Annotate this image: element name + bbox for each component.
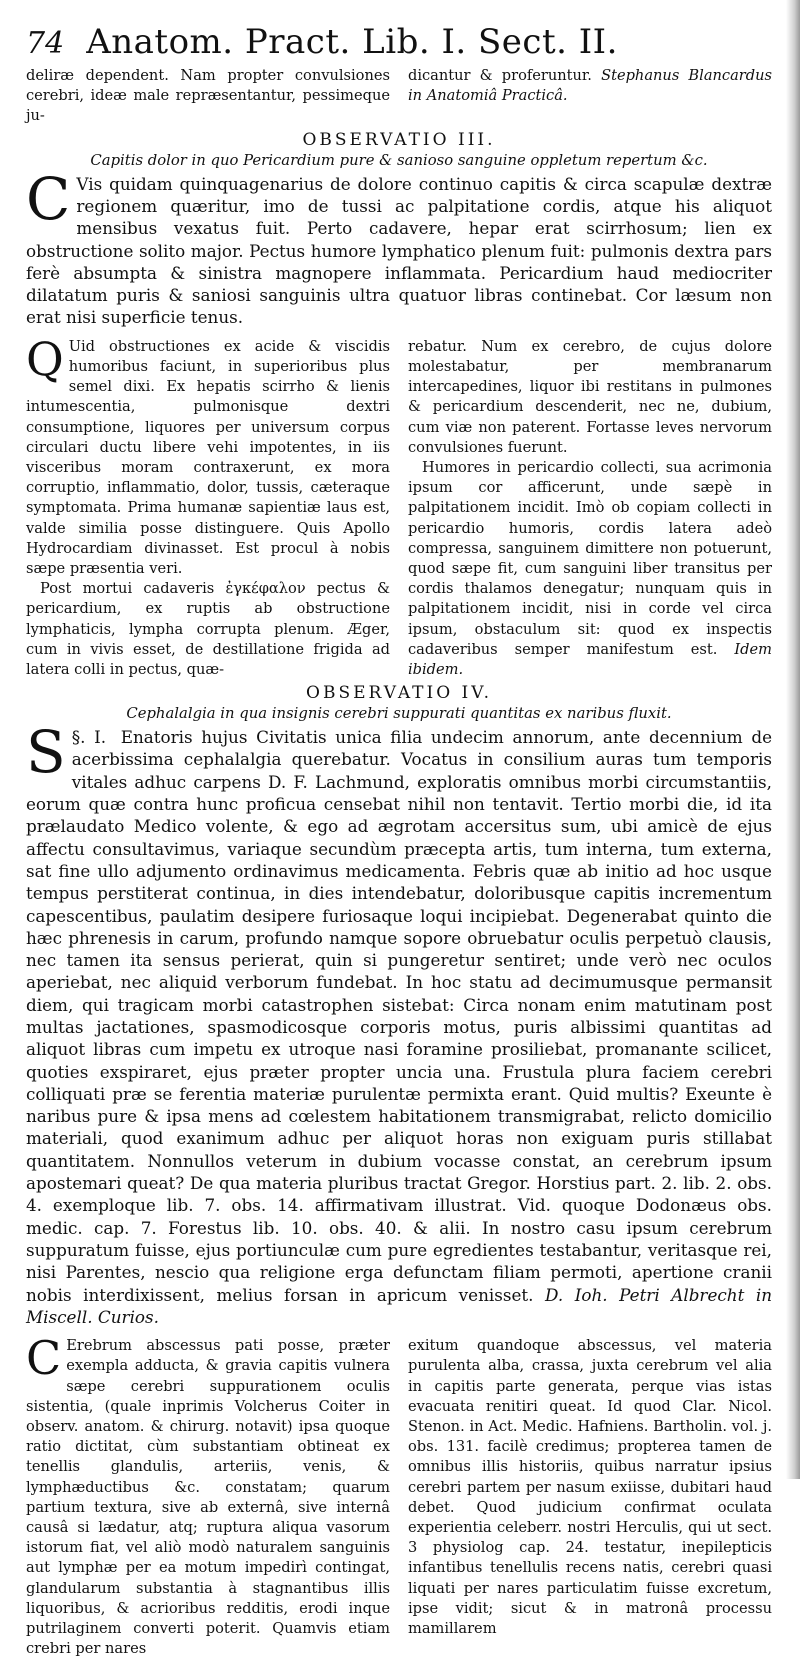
commentary-3-right-text-2: Humores in pericardio collecti, sua acrimonia ipsum cor afficerunt, unde sæpè in palpitationem incidit. Imò ob copiam collecti in pericardio humoris, cordis latera adeò compressa, sanguinem dimittere non potuerunt, quod sæpe fit, cum sanguini liber transitus per cordis thalamos denegatur; nunquam quis in palpitationem incidit, nisi in corde vel circa ipsum, obstaculum sit: quod ex inspectis cadaveribus semper manifestum est.: [408, 458, 772, 658]
observation-4-heading: OBSERVATIO IV.: [306, 683, 492, 704]
commentary-3-right-column: [408, 337, 772, 680]
commentary-4-right-column: [408, 1336, 772, 1659]
top-left-column: [26, 66, 390, 127]
top-continuation: [26, 66, 772, 127]
observation-3-text: Vis quidam quinquagenarius de dolore continuo capitis & circa scapulæ dextræ regionem quæritur, imo de tussi ac palpitatione cordis, atque his aliquot mensibus vexatus fuit. Perto cadavere, hepar erat scirrhosum; lien ex obstructione solito major. Pectus humore lymphatico plenum fuit: pulmonis dextra pars ferè absumpta & sinistra magnopere inflammata. Pericardium haud mediocriter dilatatum puris & saniosi sanguinis ultra quatuor libras continebat. Cor læsum non erat nisi superficie tenus.: [26, 173, 772, 328]
top-right-text: dicantur & proferuntur.: [408, 67, 592, 84]
commentary-3-right-text-1: rebatur. Num ex cerebro, de cujus dolore molestabatur, per membranarum intercapedines, liquor ibi restitans in pulmones & pericardium descenderit, nec ne, dubium, cum viæ non paterent. Fortasse leves nervorum convulsiones fuerunt.: [408, 337, 772, 456]
page-spine-shadow: [786, 0, 800, 1479]
commentary-4-left-paragraph: [26, 1331, 390, 1659]
top-right-signature: Stephanus Blancardus in Anatomiâ Practicâ.: [408, 67, 772, 105]
observation-4-title: Cephalalgia in qua insignis cerebri suppurati quantitas ex naribus fluxit.: [126, 705, 672, 723]
commentary-4-dropcap: C: [26, 1331, 62, 1386]
commentary-3-left-text-1: Uid obstructiones ex acide & viscidis humoribus faciunt, in superioribus plus semel dixi. Ex hepatis scirrho & lienis intumescentia, pulmonisque dextri consumptione, liquores per universum corpus circulari ductu libere vehi impotentes, in iis visceribus moram contraxerunt, ex mora corruptio, inflammatio, dolor, tussis, cæteraque symptomata. Prima humanæ sapientiæ laus est, valde similia posse distinguere. Quis Apollo Hydrocardiam divinasset. Est procul à nobis sæpe præsentia veri.: [26, 337, 390, 577]
page-number: 74: [26, 26, 65, 61]
commentary-3: [26, 331, 773, 680]
observation-4-signature: D. Ioh. Petri Albrecht in Miscell. Curios.: [26, 1284, 773, 1327]
commentary-3-dropcap: Q: [26, 331, 64, 386]
commentary-4: [26, 1331, 772, 1659]
commentary-3-left-text-2: Post mortui cadaveris ἐγκέφαλον pectus & pericardium, ex ruptis ab obstructione lymphaticis, lympha corrupta plenum. Æger, cum in vivis esset, de destillatione frigida ad latera colli in pectus, quæ-: [26, 580, 390, 678]
top-left-text: deliræ dependent. Nam propter convulsiones cerebri, ideæ male repræsentantur, pessimeque ju-: [26, 67, 390, 125]
observation-3-heading: OBSERVATIO III.: [302, 129, 496, 150]
commentary-3-signature: Idem ibidem.: [408, 640, 773, 678]
observation-4-text: Enatoris hujus Civitatis unica filia undecim annorum, ante decennium de acerbissima cephalalgia querebatur. Vocatus in consilium auras tum temporis vitales adhuc carpens D. F. Lachmund, exploratis omnibus morbi circumstantiis, eorum quæ contra hunc proficua censebat nihil non tentavit. Tertio morbi die, id ita prælaudato Medico volente, & ego ad ægrotam accersitus sum, ubi amicè de ejus affectu consultavimus, variaque secundùm præcepta artis, tum interna, tum externa, sat fine ullo adjumento ordinavimus medicamenta. Febris quæ ab initio ad hoc usque tempus perstiterat continua, in dies intendebatur, doloribusque capitis incrementum capescentibus, paulatim desipere furiosaque loqui incipiebat. Degenerabat quinto die hæc phrenesis in carum, profundo namque sopore obruebatur oculis perpetuò clausis, nec tamen ita sensus perierat, quin si pungeretur sentiret; unde verò nec oculos aperiebat, nec aliquid verborum fundebat. In hoc statu ad decimumusque permansit diem, qui tragicam morbi catastrophen sistebat: Circa nonam enim matutinam post multas jactationes, spasmodicosque corporis motus, puris albissimi quantitas ad aliquot libras cum impetu ex utroque nasi foramine prosiliebat, promanante scilicet, quoties exspiraret, ejus præter propter uncia una. Frustula plura faciem cerebri colliquati præ se ferentia materiæ purulentæ permixta erant. Quid multis? Exeunte è naribus pure & ipsa mens ad cœlestem habitationem transmigrabat, relicto domicilio materiali, quod exanimum adhuc per aliquot horas non exiguam puris stillabat quantitatem. Nonnullos veterum in dubium vocasse constat, an cerebrum ipsum apostemari queat? De qua materia pluribus tractat Gregor. Horstius part. 2. lib. 2. obs. 4. exemploque lib. 7. obs. 14. affirmativam illustrat. Vid. quoque Dodonæus obs. medic. cap. 7. Forestus lib. 10. obs. 40. & alii. In nostro casu ipsum cerebrum suppuratum fuisse, ejus portiunculæ cum pure egredientes testabantur, veritasque rei, nisi Parentes, nescio qua religione erga defunctam filiam permoti, apertione cranii nobis interdixissent, melius forsan in apricum venisset.: [26, 727, 772, 1305]
commentary-3-left-paragraph-1: [26, 331, 390, 579]
observation-3-body: [26, 164, 772, 329]
top-right-column: [408, 66, 772, 127]
observation-3-title: Capitis dolor in quo Pericardium pure & sanioso sanguine oppletum repertum &c.: [90, 151, 708, 169]
page-header: [26, 22, 772, 66]
commentary-4-left-column: [26, 1331, 390, 1659]
running-title: Anatom. Pract. Lib. I. Sect. II.: [86, 22, 618, 62]
commentary-3-left-column: [26, 331, 390, 680]
observation-4-dropcap: S: [26, 718, 66, 787]
observation-4-body: [26, 718, 773, 1328]
commentary-4-left-text: Erebrum abscessus pati posse, præter exempla adducta, & gravia capitis vulnera sæpe cerebri suppurationem oculis sistentia, (quale inprimis Volcherus Coiter in observ. anatom. & chirurg. notavit) ipsa quoque ratio dictitat, cùm substantiam obtineat ex tenellis glandulis, arteriis, venis, & lymphæductibus &c. constatam; quarum partium textura, sive ab externâ, sive internâ causâ si lædatur, atq; ruptura aliqua vasorum istorum fiat, vel aliò modò naturalem sanguinis aut lymphæ per ea motum impedirì contingat, glandularum substantia à stagnantibus illis liquoribus, & acrioribus redditis, erodi inque putrilaginem converti poterit. Quamvis etiam crebri per nares: [26, 1337, 390, 1658]
top-right-paragraph: [408, 66, 772, 106]
section-mark: §. I.: [71, 727, 107, 748]
commentary-4-right-text: exitum quandoque abscessus, vel materia purulenta alba, crassa, juxta cerebrum vel alia in capitis parte generata, perque vias istas evacuata renitiri queat. Id quod Clar. Nicol. Stenon. in Act. Medic. Hafniens. Bartholin. vol. j. obs. 131. facilè credimus; propterea tamen de omnibus illis historiis, quibus narratur ipsius cerebri partem per nasum exiisse, dubitari haud debet. Quod judicium confirmat oculata experientia celeberr. nostri Herculis, qui ut sect. 3 physiolog cap. 24. testatur, inepilepticis infantibus tenellulis recens natis, cerebri quasi liquati per nares particulatim fuisse excretum, ipse vidit; sicut & in matronâ processu mamillarem: [408, 1337, 772, 1637]
commentary-3-right-paragraph-2: [408, 458, 772, 680]
observation-3-dropcap: C: [26, 164, 71, 233]
